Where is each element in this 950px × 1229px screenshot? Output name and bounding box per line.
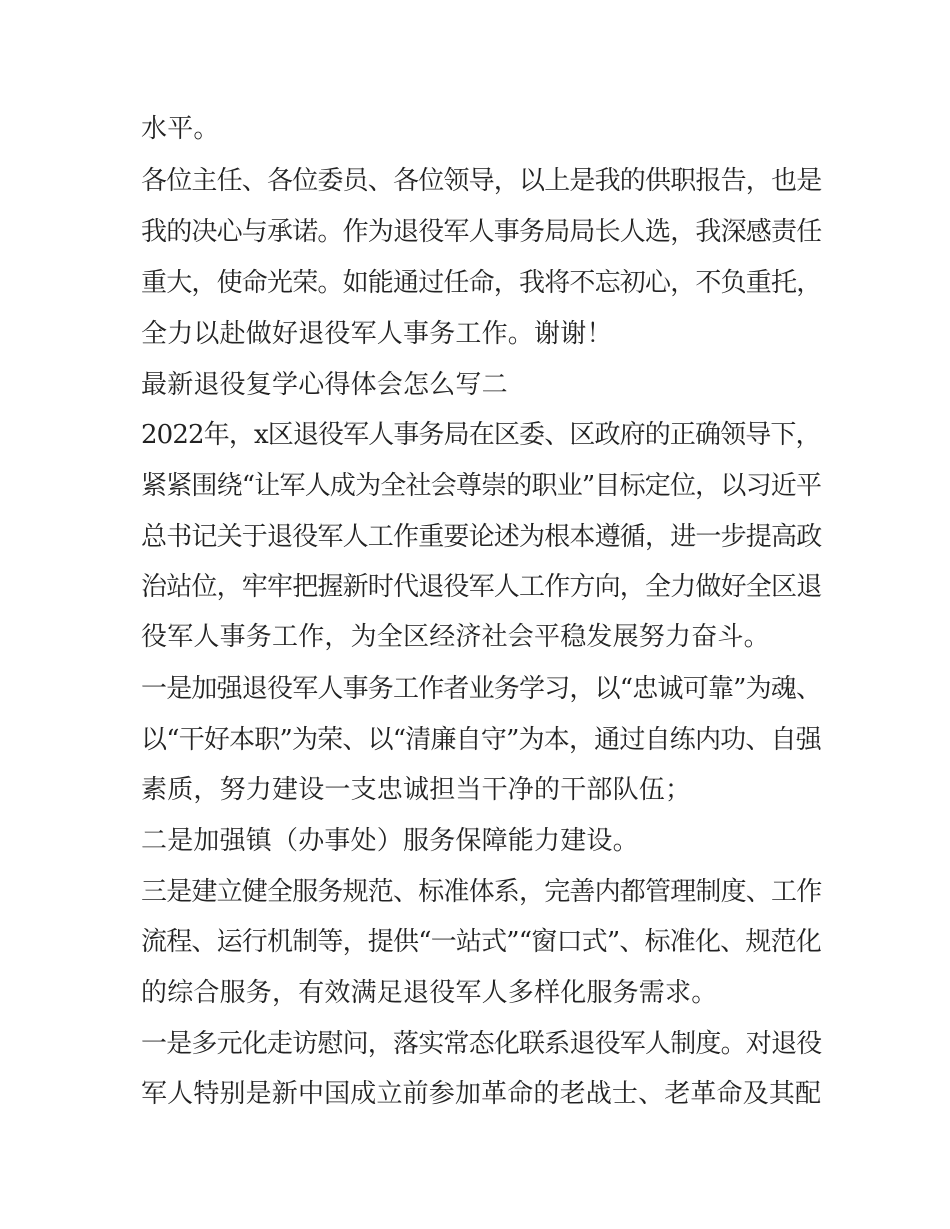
text-line: 各位主任、各位委员、各位领导，以上是我的供职报告，也是 xyxy=(141,166,822,196)
text-line: 流程、运行机制等，提供“一站式”“窗口式”、标准化、规范化 xyxy=(141,927,821,957)
text-line: 紧紧围绕“让军人成为全社会尊崇的职业”目标定位，以习近平 xyxy=(141,471,822,501)
text-line: 治站位，牢牢把握新时代退役军人工作方向，全力做好全区退 xyxy=(141,572,822,602)
text-line: 我的决心与承诺。作为退役军人事务局局长人选，我深感责任 xyxy=(141,217,822,247)
text-line: 全力以赴做好退役军人事务工作。谢谢！ xyxy=(141,319,613,349)
text-line: 役军人事务工作，为全区经济社会平稳发展努力奋斗。 xyxy=(141,622,770,652)
text-line: 以“干好本职”为荣、以“清廉自守”为本，通过自练内功、自强 xyxy=(141,725,821,755)
text-line: 一是多元化走访慰问，落实常态化联系退役军人制度。对退役 xyxy=(141,1029,822,1059)
text-line: 三是建立健全服务规范、标准体系，完善内都管理制度、工作 xyxy=(141,877,822,907)
section-heading: 最新退役复学心得体会怎么写二 xyxy=(141,370,508,400)
text-line: 军人特别是新中国成立前参加革命的老战士、老革命及其配 xyxy=(141,1079,822,1109)
text-line: 重大，使命光荣。如能通过任命，我将不忘初心，不负重托， xyxy=(141,268,822,298)
text-line: 素质，努力建设一支忠诚担当干净的干部队伍； xyxy=(141,775,692,805)
text-line: 的综合服务，有效满足退役军人多样化服务需求。 xyxy=(141,978,718,1008)
text-line: 总书记关于退役军人工作重要论述为根本遵循，进一步提高政 xyxy=(141,522,822,552)
text-line: 一是加强退役军人事务工作者业务学习，以“忠诚可靠”为魂、 xyxy=(141,674,822,704)
text-line: 2022年，x区退役军人事务局在区委、区政府的正确领导下， xyxy=(141,420,821,450)
text-line: 二是加强镇（办事处）服务保障能力建设。 xyxy=(141,826,639,856)
text-line: 水平。 xyxy=(141,114,220,144)
